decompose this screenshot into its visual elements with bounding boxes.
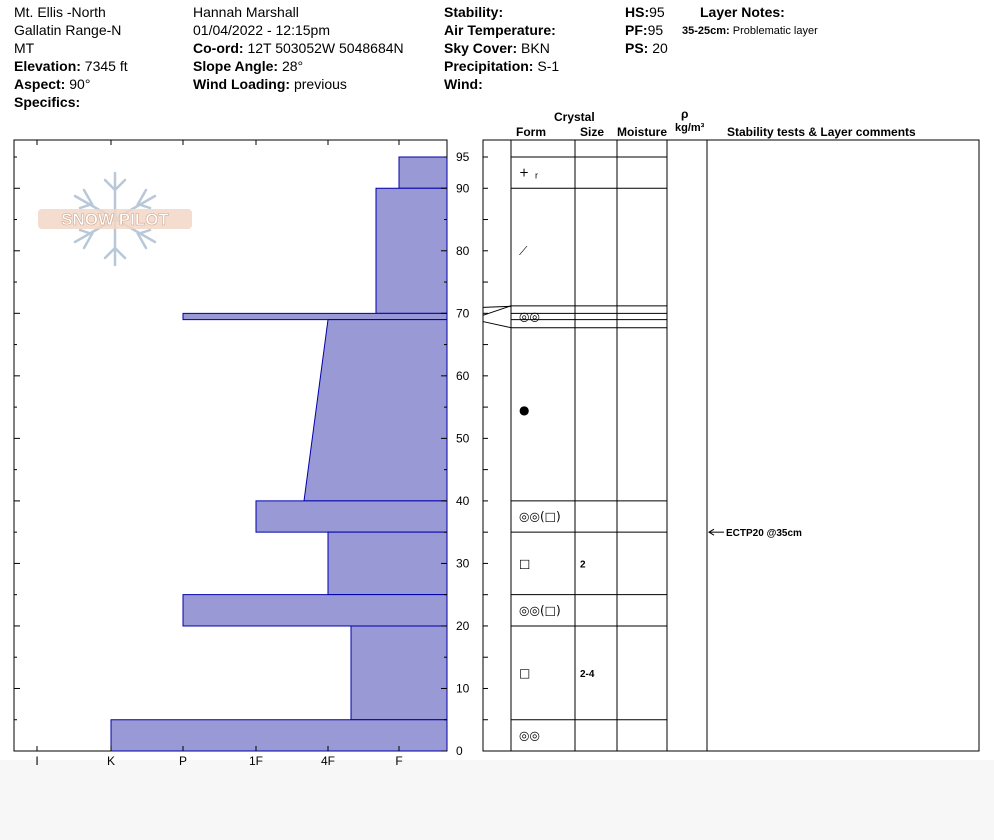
air-temp-label: Air Temperature: xyxy=(444,22,556,38)
wind-label: Wind: xyxy=(444,76,483,92)
crystal-form: ◎◎ xyxy=(519,728,540,743)
elevation-value: 7345 ft xyxy=(84,58,128,74)
hs-value: 95 xyxy=(649,4,665,20)
height-tick-label: 95 xyxy=(456,150,470,164)
ps-value: 20 xyxy=(652,40,668,56)
hardness-layer xyxy=(111,720,447,751)
pf-label: PF: xyxy=(625,22,648,38)
hardness-tick-label: P xyxy=(178,754,188,768)
hardness-layer xyxy=(376,188,447,313)
crystal-size: 2-4 xyxy=(580,668,595,680)
crystal-form-sub: r xyxy=(535,170,538,181)
observer: Hannah Marshall xyxy=(193,4,299,20)
height-tick-label: 60 xyxy=(456,368,470,383)
hardness-layer xyxy=(351,626,447,720)
height-tick-label: 30 xyxy=(456,556,470,571)
hardness-layer xyxy=(304,320,447,501)
height-tick-label: 70 xyxy=(456,306,470,321)
crystal-form: + xyxy=(519,165,530,180)
crystal-heading: Crystal xyxy=(554,110,595,124)
hardness-layer xyxy=(256,501,447,532)
state: MT xyxy=(14,40,35,56)
stability-label: Stability: xyxy=(444,4,504,20)
hardness-layer xyxy=(183,595,447,626)
range: Gallatin Range-N xyxy=(14,22,122,38)
coord-value: 12T 503052W 5048684N xyxy=(247,40,404,56)
crystal-form: ⟋ xyxy=(519,243,528,258)
crystal-size: 2 xyxy=(580,559,586,571)
sky-label: Sky Cover: xyxy=(444,40,518,56)
hardness-tick-label: 4F xyxy=(320,754,336,768)
layer-connector xyxy=(483,322,511,328)
precip-value: S-1 xyxy=(537,58,560,74)
wind-loading-label: Wind Loading: xyxy=(193,76,291,92)
precip-label: Precipitation: xyxy=(444,58,534,74)
crystal-form: □ xyxy=(519,665,531,680)
logo-text: SNOW PILOT xyxy=(61,210,169,229)
height-tick-label: 20 xyxy=(456,618,470,633)
height-tick-label: 90 xyxy=(456,181,470,196)
layer-note-range: 35-25cm: xyxy=(682,25,730,37)
height-tick-label: 80 xyxy=(456,243,470,258)
hardness-tick-label: I xyxy=(35,754,39,768)
hardness-layer xyxy=(399,157,447,188)
stability-test-label: ECTP20 @35cm xyxy=(726,528,802,540)
hardness-layer xyxy=(183,313,447,319)
moisture-heading: Moisture xyxy=(617,125,668,139)
ps-label: PS: xyxy=(625,40,649,56)
aspect-label: Aspect: xyxy=(14,76,66,92)
rho-heading: ρ xyxy=(681,107,689,121)
layer-notes-label: Layer Notes: xyxy=(700,4,785,20)
slope-value: 28° xyxy=(281,58,304,74)
hardness-layers xyxy=(111,157,447,751)
height-tick-label: 40 xyxy=(456,493,470,508)
layer-note-text: Problematic layer xyxy=(732,25,818,37)
height-tick-label: 50 xyxy=(456,431,470,446)
height-tick-label: 0 xyxy=(456,744,463,758)
slope-label: Slope Angle: xyxy=(193,58,279,74)
stability-heading: Stability tests & Layer comments xyxy=(727,125,916,139)
hardness-tick-label: 1F xyxy=(248,754,264,768)
coord-label: Co-ord: xyxy=(193,40,244,56)
wind-loading-value: previous xyxy=(293,76,347,92)
crystal-form: ◎◎(□) xyxy=(519,603,561,618)
hardness-tick-label: F xyxy=(395,754,403,768)
snowpilot-logo xyxy=(38,173,192,265)
crystal-form: ● xyxy=(519,403,530,418)
datetime: 01/04/2022 - 12:15pm xyxy=(193,22,330,38)
pf-value: 95 xyxy=(647,22,664,38)
hardness-tick-label: K xyxy=(106,754,116,768)
crystal-form: ◎◎ xyxy=(519,309,540,324)
hs-label: HS: xyxy=(625,4,650,20)
elevation-label: Elevation: xyxy=(14,58,81,74)
aspect-value: 90° xyxy=(69,76,91,92)
stability-rows xyxy=(709,528,802,539)
density-unit-heading: kg/m³ xyxy=(675,122,705,134)
form-heading: Form xyxy=(516,125,546,139)
size-heading: Size xyxy=(580,125,605,139)
height-tick-label: 10 xyxy=(456,681,470,696)
location: Mt. Ellis -North xyxy=(14,4,106,20)
crystal-form: ◎◎(□) xyxy=(519,509,561,524)
sky-value: BKN xyxy=(521,40,550,56)
hardness-layer xyxy=(328,532,447,595)
specifics-label: Specifics: xyxy=(14,94,81,110)
crystal-table-frame xyxy=(483,140,979,751)
crystal-form: □ xyxy=(519,556,531,571)
